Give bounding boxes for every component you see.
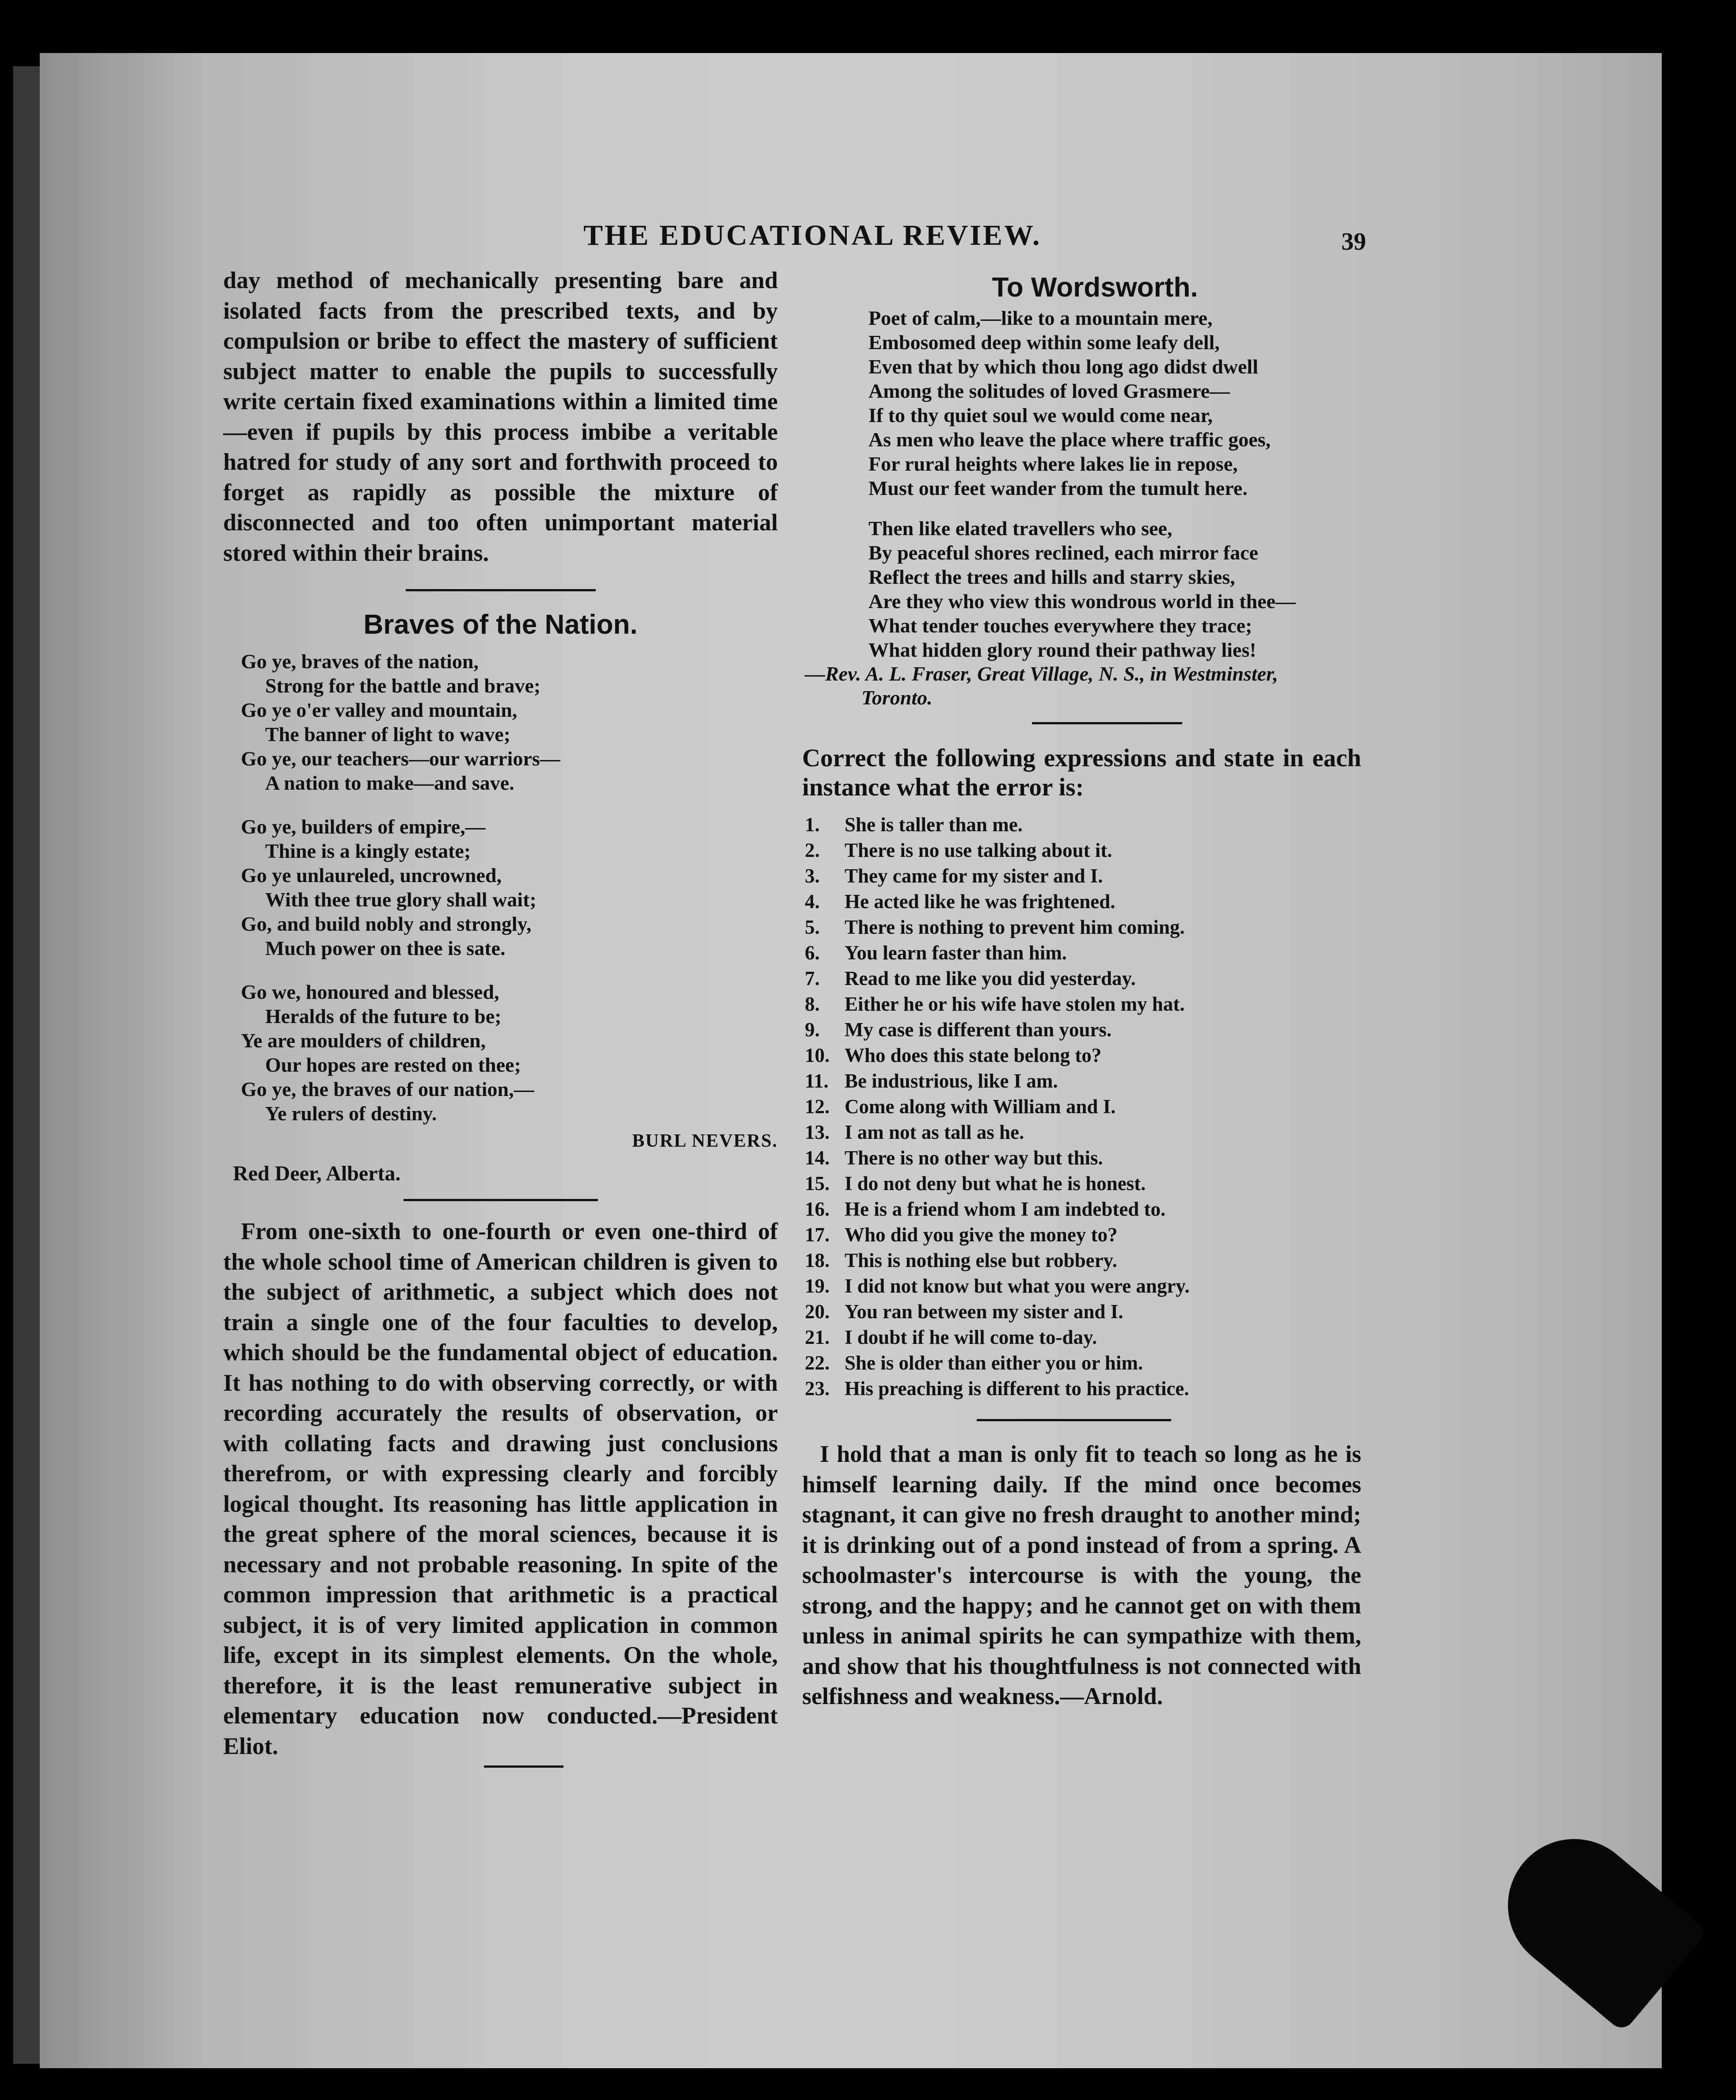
exercise-heading: Correct the following expressions and state in each instance what the error is: — [802, 744, 1361, 801]
poem-title-wordsworth: To Wordsworth. — [992, 272, 1198, 303]
poem-stanza — [223, 814, 778, 960]
section-divider — [1032, 722, 1182, 724]
poem-braves-of-the-nation — [223, 649, 778, 1186]
poem-author: BURL NEVERS. — [632, 1131, 778, 1151]
poem-line: Ye rulers of destiny. — [265, 1102, 437, 1125]
poem-line: Among the solitudes of loved Grasmere— — [868, 380, 1230, 402]
left-column — [223, 265, 778, 1768]
list-item: 6. You learn faster than him. — [805, 942, 1067, 964]
list-item: 15. I do not deny but what he is honest. — [805, 1172, 1146, 1195]
closing-paragraph: I hold that a man is only fit to teach so long as he is himself learning daily. If the mind once becomes stagnant, it can give no fresh draught to another mind; it is drinking out of a pond instead of from a spring. A schoolmaster's intercourse is with the young, the strong, and the happy; and he cannot get on with them unless in animal spirits he can sympathize with them, and show that his thoughtfulness is not connected with selfishness and weakness.—Arnold. — [802, 1441, 1361, 1709]
list-item: 17. Who did you give the money to? — [805, 1224, 1118, 1246]
poem-line: Go ye, our teachers—our warriors— — [241, 747, 560, 770]
list-item: 1. She is taller than me. — [805, 814, 1023, 836]
list-item: 10. Who does this state belong to? — [805, 1044, 1102, 1066]
list-item: 12. Come along with William and I. — [805, 1096, 1116, 1118]
poem-line: As men who leave the place where traffic goes, — [868, 428, 1271, 451]
closing-rule — [484, 1765, 563, 1768]
list-item: 5. There is nothing to prevent him coming. — [805, 916, 1185, 938]
list-item: 21. I doubt if he will come to-day. — [805, 1326, 1097, 1348]
list-item: 4. He acted like he was frightened. — [805, 890, 1115, 913]
right-column — [802, 272, 1361, 1712]
list-item: 23. His preaching is different to his practice. — [805, 1377, 1189, 1400]
poem-line: Reflect the trees and hills and starry skies, — [868, 566, 1235, 588]
poem-line: A nation to make—and save. — [265, 772, 514, 794]
poem-place: Red Deer, Alberta. — [233, 1162, 401, 1185]
list-item: 2. There is no use talking about it. — [805, 839, 1112, 861]
list-item: 14. There is no other way but this. — [805, 1147, 1103, 1169]
poem-line: If to thy quiet soul we would come near, — [868, 404, 1213, 426]
poem-line: The banner of light to wave; — [265, 723, 510, 746]
poem-line: Our hopes are rested on thee; — [265, 1054, 521, 1076]
poem-line: By peaceful shores reclined, each mirror face — [868, 541, 1258, 564]
poem-line: Must our feet wander from the tumult here. — [868, 477, 1248, 499]
list-item: 3. They came for my sister and I. — [805, 865, 1103, 887]
poem-line: Even that by which thou long ago didst dwell — [868, 355, 1258, 378]
poem-credit: —Rev. A. L. Fraser, Great Village, N. S., in Westminster, — [805, 662, 1278, 685]
exercise-list — [802, 812, 1361, 1401]
poem-line: Go ye o'er valley and mountain, — [241, 699, 518, 721]
poem-line: What hidden glory round their pathway lies! — [868, 639, 1256, 661]
poem-line: Go ye unlaureled, uncrowned, — [241, 864, 502, 886]
poem-to-wordsworth — [802, 306, 1361, 662]
arithmetic-paragraph: From one-sixth to one-fourth or even one-third of the whole school time of American children is given to the subject of arithmetic, a subject which does not train a single one of the four faculties to develop, which should be the fundamental object of education. It has nothing to do with observing correctly, or with recording accurately the results of observation, or with collating facts and drawing just conclusions therefrom, or with expressing clearly and forcibly logical thought. Its reasoning has little application in the great sphere of the moral sciences, because it is necessary and not probable reasoning. In spite of the common impression that arithmetic is a practical subject, it is of very limited application in common life, except in its simplest elements. On the whole, therefore, it is the least remunerative subject in elementary education now conducted.—President Eliot. — [223, 1218, 778, 1759]
poem-line: Are they who view this wondrous world in thee— — [868, 590, 1296, 612]
list-item: 20. You ran between my sister and I. — [805, 1301, 1123, 1323]
list-item: 8. Either he or his wife have stolen my hat. — [805, 993, 1185, 1015]
list-item: 22. She is older than either you or him. — [805, 1352, 1143, 1374]
poem-line: Go ye, builders of empire,— — [241, 815, 486, 838]
poem-line: Go ye, the braves of our nation,— — [241, 1078, 534, 1100]
list-item: 13. I am not as tall as he. — [805, 1121, 1024, 1143]
page-binding-edge — [13, 66, 40, 2064]
list-item: 18. This is nothing else but robbery. — [805, 1249, 1117, 1271]
poem-line: For rural heights where lakes lie in repose, — [868, 453, 1238, 475]
list-item: 9. My case is different than yours. — [805, 1019, 1112, 1041]
poem-stanza — [868, 516, 1361, 662]
poem-line: Embosomed deep within some leafy dell, — [868, 331, 1220, 354]
poem-line: Thine is a kingly estate; — [265, 840, 471, 862]
section-divider — [404, 1199, 598, 1201]
poem-line: What tender touches everywhere they trace; — [868, 614, 1253, 637]
section-divider — [977, 1419, 1171, 1421]
poem-line: With thee true glory shall wait; — [265, 888, 537, 911]
poem-credit-city: Toronto. — [861, 686, 933, 709]
opening-paragraph: day method of mechanically presenting bare and isolated facts from the prescribed texts, and by compulsion or bribe to effect the mastery of sufficient subject matter to enable the pupils to successfully write certain fixed examinations within a limited time—even if pupils by this process imbibe a veritable hatred for study of any sort and forthwith proceed to forget as rapidly as possible the mixture of disconnected and too often unimportant material stored within their brains. — [223, 267, 778, 566]
running-title: THE EDUCATIONAL REVIEW. — [583, 219, 1042, 251]
poem-stanza — [223, 649, 778, 795]
poem-line: Ye are moulders of children, — [241, 1029, 486, 1052]
list-item: 11. Be industrious, like I am. — [805, 1070, 1058, 1092]
page-number: 39 — [1341, 228, 1366, 255]
poem-line: Go ye, braves of the nation, — [241, 650, 479, 673]
poem-title-braves: Braves of the Nation. — [363, 609, 638, 640]
list-item: 19. I did not know but what you were angry. — [805, 1275, 1190, 1297]
poem-line: Go we, honoured and blessed, — [241, 981, 499, 1003]
poem-line: Go, and build nobly and strongly, — [241, 913, 532, 935]
poem-line: Strong for the battle and brave; — [265, 674, 541, 697]
list-item: 16. He is a friend whom I am indebted to. — [805, 1198, 1166, 1220]
poem-stanza — [223, 980, 778, 1126]
poem-line: Much power on thee is sate. — [265, 937, 506, 959]
list-item: 7. Read to me like you did yesterday. — [805, 967, 1136, 989]
poem-line: Heralds of the future to be; — [265, 1005, 502, 1027]
section-divider — [406, 589, 596, 591]
poem-stanza — [868, 306, 1361, 500]
poem-line: Then like elated travellers who see, — [868, 517, 1173, 540]
poem-line: Poet of calm,—like to a mountain mere, — [868, 307, 1213, 329]
